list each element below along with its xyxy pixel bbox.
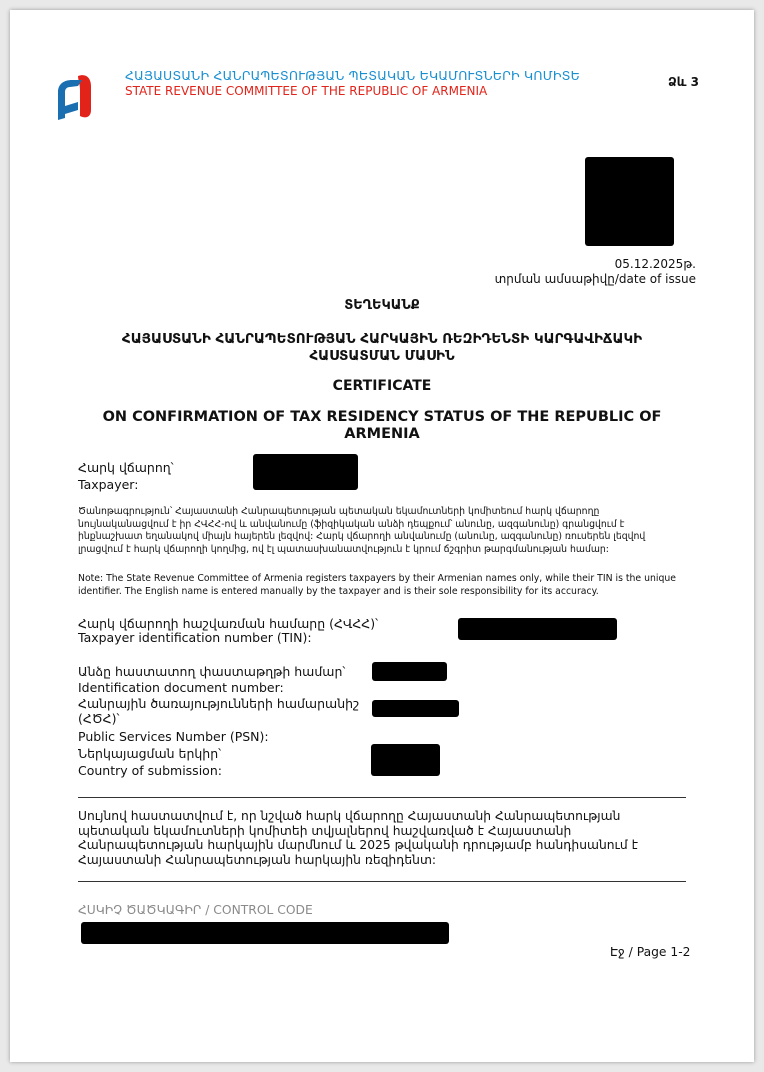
document-type-armenian: ՏԵՂԵԿԱՆՔ: [344, 298, 420, 313]
form-number: Ձև 3: [668, 75, 700, 89]
id-doc-label-english: Identification document number:: [78, 680, 284, 695]
redacted-control-code: [81, 922, 449, 944]
issue-date: 05.12.2025թ.: [614, 257, 696, 271]
control-code-label: ՀՍԿԻՉ ԾԱԾԿԱԳԻՐ / CONTROL CODE: [78, 903, 313, 917]
org-name-armenian: ՀԱՅԱՍՏԱՆԻ ՀԱՆՐԱՊԵՏՈՒԹՅԱՆ ՊԵՏԱԿԱՆ ԵԿԱՄՈՒՏՆԵՐԻ ԿՈՄԻՏԵ: [125, 68, 581, 83]
src-logo: [56, 70, 92, 120]
divider-top: [78, 797, 686, 798]
redacted-tin: [458, 618, 617, 640]
residency-statement: Սույնով հաստատվում է, որ նշված հարկ վճարողը Հայաստանի Հանրապետության պետական եկամուտների կոմիտեի տվյալներով հաշվառված է Հայաստանի Հանրապետության հարկային մարմնում և 2025 թվականի դրությամբ հանդիսանում է Հայաստանի Հանրապետության հարկային ռեզիդենտ:: [78, 809, 638, 867]
org-name-english: STATE REVENUE COMMITTEE OF THE REPUBLIC OF ARMENIA: [125, 84, 488, 98]
redacted-id-doc-number: [372, 662, 447, 681]
document-type-english: CERTIFICATE: [332, 378, 432, 394]
note-english: Note: The State Revenue Committee of Armenia registers taxpayers by their Armenian names only, while their TIN is the unique identifier. The English name is entered manually by the taxpayer and is their sole responsibility for its accuracy.: [78, 573, 676, 597]
id-doc-label-armenian: Անձը հաստատող փաստաթղթի համար՝: [78, 664, 346, 679]
taxpayer-label-armenian: Հարկ վճարող՝: [78, 460, 174, 475]
country-label-armenian: Ներկայացման երկիր՝: [78, 746, 222, 761]
redacted-taxpayer-name: [253, 454, 358, 490]
tin-label-armenian: Հարկ վճարողի հաշվառման համարը (ՀՎՀՀ)՝: [78, 616, 379, 631]
page-number: Էջ / Page 1-2: [610, 945, 691, 959]
psn-label-armenian-line2: (ՀԾՀ)՝: [78, 711, 120, 726]
taxpayer-label-english: Taxpayer:: [78, 477, 139, 492]
psn-label-armenian-line1: Հանրային ծառայությունների համարանիշ: [78, 696, 360, 711]
certificate-page: [10, 10, 754, 1062]
redacted-country: [371, 744, 440, 776]
divider-bottom: [78, 881, 686, 882]
redacted-psn: [372, 700, 459, 717]
document-subject-english: ON CONFIRMATION OF TAX RESIDENCY STATUS OF THE REPUBLIC OF ARMENIA: [102, 409, 662, 442]
redacted-qr-code: [585, 157, 674, 246]
country-label-english: Country of submission:: [78, 763, 222, 778]
psn-label-english: Public Services Number (PSN):: [78, 729, 269, 744]
issue-date-label: տրման ամսաթիվը/date of issue: [494, 272, 696, 286]
note-armenian: Ծանոթագրություն՝ Հայաստանի Հանրապետության պետական եկամուտների կոմիտեում հարկ վճարողը նույնականացվում է իր ՀՎՀՀ-ով և անվանումը (ֆիզիկական անձի դեպքում՝ անունը, ազգանունը) գրանցվում է ինքնաշխատ եղանակով միայն հայերեն լեզվով: Հարկ վճարողի անվանումը (անունը, ազգանունը) ռուսերեն լեզվով լրացվում է հարկ վճարողի կողմից, ով էլ պատասխանատվություն է կրում ճշգրիտ թարգմանության համար:: [78, 506, 646, 555]
tin-label-english: Taxpayer identification number (TIN):: [78, 630, 312, 645]
document-subject-armenian: ՀԱՅԱՍՏԱՆԻ ՀԱՆՐԱՊԵՏՈՒԹՅԱՆ ՀԱՐԿԱՅԻՆ ՌԵԶԻԴԵՆՏԻ ԿԱՐԳԱՎԻՃԱԿԻ ՀԱՍՏԱՏՄԱՆ ՄԱՍԻՆ: [121, 331, 643, 364]
